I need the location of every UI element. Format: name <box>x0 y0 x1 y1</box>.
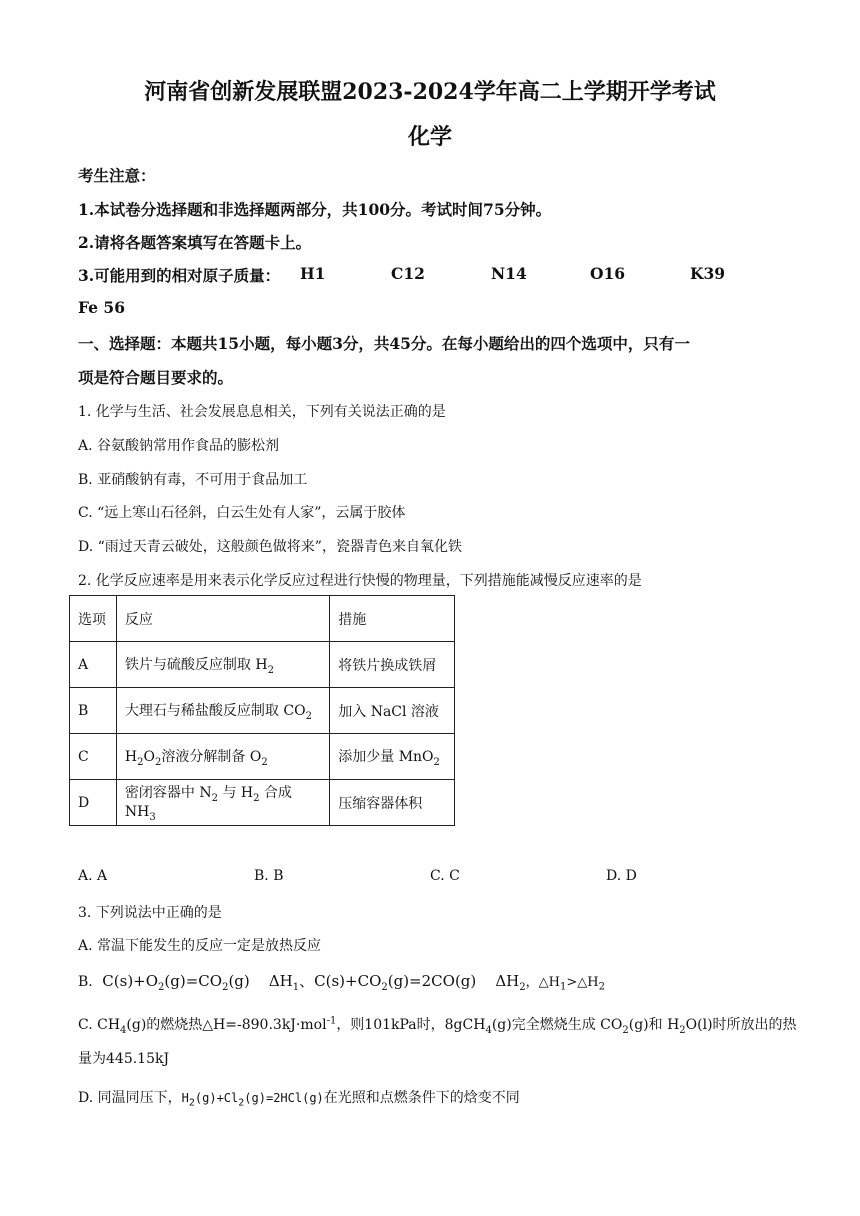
table-row <box>70 734 455 780</box>
table-header-measure: 措施 <box>330 596 455 642</box>
row-reaction: 大理石与稀盐酸反应制取 $CO_2$ <box>116 688 329 734</box>
section1-line-1: 一、选择题：本题共15小题，每小题3分，共45分。在每小题给出的四个选项中，只有一 <box>78 334 690 353</box>
mass-k: K39 <box>690 264 726 283</box>
table-row <box>70 688 455 734</box>
q3-option-d: D. 同温同压下，$H_2(g)+Cl_2(g)=2HCl(g)$在光照和点燃条件下的焓变不同 <box>78 1090 520 1109</box>
q3-option-c: C. $CH_4(g)$的燃烧热△H=-890.3kJ·mol$^{-1}$，则101kPa时，8gCH$_4$(g)完全燃烧生成 $CO_2(g)$和 $H_2O(l)$时所放出的热 <box>78 1015 797 1036</box>
q2-choice-d: D. D <box>606 868 637 884</box>
row-option: D <box>70 780 117 826</box>
q3-option-b: B. $C(s)+O_2(g)=CO_2(g)$ $\Delta H_1$、$C(s)+CO_2(g)=2CO(g)$ $\Delta H_2$，$\triangle H_1>\triangle H_2$ <box>78 972 605 993</box>
mass-h: H1 <box>300 264 326 283</box>
q2-choice-c: C. C <box>430 868 460 884</box>
row-reaction: 铁片与硫酸反应制取 $H_2$ <box>116 642 329 688</box>
q2-stem: 2. 化学反应速率是用来表示化学反应过程进行快慢的物理量，下列措施能减慢反应速率的是 <box>78 573 642 589</box>
q2-table <box>69 595 455 826</box>
q3-option-a: A. 常温下能发生的反应一定是放热反应 <box>78 938 322 954</box>
q2-choice-b: B. B <box>254 868 284 884</box>
q1-option-d: D. “雨过天青云破处，这般颜色做将来”，瓷器青色来自氧化铁 <box>78 539 462 555</box>
row-option: A <box>70 642 117 688</box>
mass-fe: Fe 56 <box>78 298 125 317</box>
table-header-option: 选项 <box>70 596 117 642</box>
mass-n: N14 <box>491 264 527 283</box>
q1-option-a: A. 谷氨酸钠常用作食品的膨松剂 <box>78 438 280 454</box>
table-header-reaction: 反应 <box>116 596 329 642</box>
notice-item-2: 2.请将各题答案填写在答题卡上。 <box>78 233 312 252</box>
row-measure: 压缩容器体积 <box>330 780 455 826</box>
row-option: C <box>70 734 117 780</box>
mass-o: O16 <box>590 264 626 283</box>
q2-choice-a: A. A <box>78 868 108 884</box>
row-measure: 将铁片换成铁屑 <box>330 642 455 688</box>
table-row <box>70 642 455 688</box>
notice-heading: 考生注意： <box>78 166 156 185</box>
subject-title: 化学 <box>407 124 452 150</box>
mass-c: C12 <box>391 264 425 283</box>
q1-stem: 1. 化学与生活、社会发展息息相关，下列有关说法正确的是 <box>78 404 446 420</box>
table-header-row <box>70 596 455 642</box>
row-reaction: $H_2O_2$溶液分解制备 $O_2$ <box>116 734 329 780</box>
exam-title: 河南省创新发展联盟2023-2024学年高二上学期开学考试 <box>144 79 716 105</box>
notice-item-3-prefix: 3.可能用到的相对原子质量： <box>78 266 281 285</box>
table-row <box>70 780 455 826</box>
row-measure: 加入 NaCl 溶液 <box>330 688 455 734</box>
section1-line-2: 项是符合题目要求的。 <box>78 368 234 387</box>
row-option: B <box>70 688 117 734</box>
q1-option-b: B. 亚硝酸钠有毒，不可用于食品加工 <box>78 472 308 488</box>
row-reaction: 密闭容器中 $N_2$ 与 $H_2$ 合成 $NH_3$ <box>116 780 329 826</box>
q3-option-c-line-2: 量为445.15kJ <box>78 1051 170 1067</box>
notice-item-1: 1.本试卷分选择题和非选择题两部分，共100分。考试时间75分钟。 <box>78 200 552 219</box>
row-measure: 添加少量 MnO$_2$ <box>330 734 455 780</box>
q3-stem: 3. 下列说法中正确的是 <box>78 905 222 921</box>
q1-option-c: C. “远上寒山石径斜，白云生处有人家”，云属于胶体 <box>78 505 406 521</box>
